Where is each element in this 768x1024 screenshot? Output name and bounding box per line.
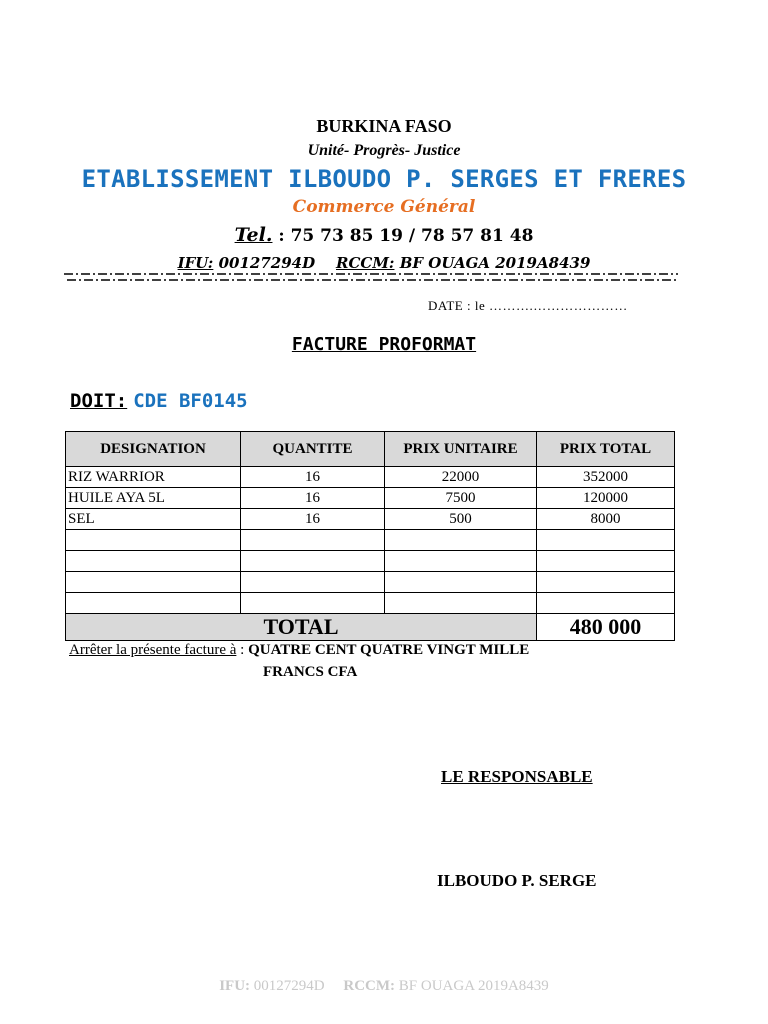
national-motto: Unité- Progrès- Justice [307,142,461,159]
date-field: DATE : le ……….………………… [428,298,628,313]
ifu-value: 00127294D [218,254,316,272]
company-activity: Commerce Général [292,197,476,217]
amount-words-separator: : [236,642,249,658]
cell-designation: RIZ WARRIOR [66,467,241,488]
footer-ifu-label: IFU: [219,978,251,994]
total-row [66,614,675,641]
cell-designation: SEL [66,509,241,530]
cell-quantity [241,572,385,593]
telephone-label: Tel. [234,224,273,246]
signature-title: LE RESPONSABLE [441,767,593,786]
cell-unit-price [385,551,537,572]
cell-designation [66,551,241,572]
invoice-table [65,431,675,641]
cell-total-price [537,551,675,572]
col-header-total-price: PRIX TOTAL [537,432,675,467]
cell-designation [66,530,241,551]
col-header-quantity: QUANTITE [241,432,385,467]
header-separator [64,270,678,284]
cell-unit-price [385,530,537,551]
document-title: FACTURE PROFORMAT [291,334,477,355]
table-row [66,572,675,593]
client-label: DOIT: [70,390,128,412]
table-header-row [66,432,675,467]
cell-total-price [537,593,675,614]
company-name: ETABLISSEMENT ILBOUDO P. SERGES ET FRERES [81,165,687,193]
telephone-line [0,224,768,246]
table-row [66,488,675,509]
footer-rccm-value: BF OUAGA 2019A8439 [398,978,549,994]
telephone-value: : 75 73 85 19 / 78 57 81 48 [278,226,534,246]
signature-name: ILBOUDO P. SERGE [437,871,597,890]
cell-quantity: 16 [241,509,385,530]
cell-total-price: 352000 [537,467,675,488]
table-row [66,467,675,488]
amount-in-words [69,642,529,659]
cell-total-price: 8000 [537,509,675,530]
cell-quantity: 16 [241,488,385,509]
amount-words-label: Arrêter la présente facture à [69,642,237,658]
cell-unit-price [385,593,537,614]
cell-designation [66,593,241,614]
table-row [66,593,675,614]
cell-unit-price: 7500 [385,488,537,509]
cell-total-price [537,572,675,593]
col-header-designation: DESIGNATION [66,432,241,467]
footer-rccm-label: RCCM: [343,978,396,994]
cell-total-price: 120000 [537,488,675,509]
ifu-label: IFU: [177,254,214,272]
country-name: BURKINA FASO [316,116,452,136]
rccm-label: RCCM: [335,254,395,272]
amount-words-line1: QUATRE CENT QUATRE VINGT MILLE [248,642,530,658]
cell-quantity [241,551,385,572]
client-line [70,390,248,412]
total-label: TOTAL [66,614,537,641]
cell-quantity [241,593,385,614]
cell-quantity: 16 [241,467,385,488]
table-row [66,509,675,530]
table-row [66,530,675,551]
cell-total-price [537,530,675,551]
cell-unit-price: 500 [385,509,537,530]
total-value: 480 000 [537,614,675,641]
cell-unit-price [385,572,537,593]
client-value: CDE BF0145 [133,390,248,412]
footer-ifu-value: 00127294D [253,978,325,994]
cell-designation: HUILE AYA 5L [66,488,241,509]
table-row [66,551,675,572]
cell-unit-price: 22000 [385,467,537,488]
cell-designation [66,572,241,593]
col-header-unit-price: PRIX UNITAIRE [385,432,537,467]
footer [0,978,768,995]
rccm-value: BF OUAGA 2019A8439 [399,254,591,272]
amount-words-line2: FRANCS CFA [263,664,358,680]
cell-quantity [241,530,385,551]
